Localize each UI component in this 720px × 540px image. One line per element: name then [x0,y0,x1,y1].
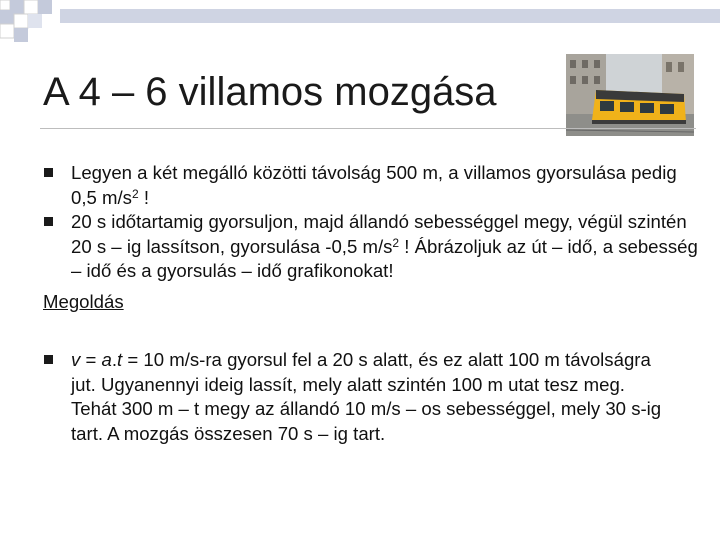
var-v: v [71,349,81,370]
slide-title: A 4 – 6 villamos mozgása [43,70,497,114]
bullet-item-motion [71,210,701,284]
bullet-text: Legyen a két megálló közötti távolság 500 m, a villamos gyorsulása pedig 0,5 m/s [71,162,677,208]
bullet-text-end: ! Ábrázoljuk az út – idő, a sebesség – idő és a gyorsulás – idő grafikonokat! [71,235,698,281]
square-bullet-icon [44,217,53,226]
equals: = [80,349,102,370]
solution-heading: Megoldás [43,291,124,312]
superscript: 2 [131,186,139,201]
superscript: 2 [392,235,400,250]
tram-photo [566,54,694,136]
square-bullet-icon [44,168,53,177]
solution-body: = 10 m/s-ra gyorsul fel a 20 s alatt, és ez alatt 100 m távolságra jut. Ugyanennyi ideig lassít, mely alatt szintén 100 m utat tesz meg. Tehát 300 m – t megy az állandó 10 m/s – os sebességgel, mely 30 s-ig tart. A mozgás összesen 70 s – ig tart. [71,349,662,444]
var-t: t [117,349,123,370]
bullet-text: 20 s időtartamig gyorsuljon, majd állandó sebességgel megy, végül szintén 20 s – ig lassítson, gyorsulása -0,5 m/s [71,211,687,257]
bullet-text-end: ! [138,186,149,208]
var-a: a [101,349,112,370]
corner-decoration [0,0,720,42]
square-bullet-icon [44,355,53,364]
title-divider [40,128,696,129]
dot: . [111,349,118,370]
solution-text [71,348,671,446]
bullet-item-distance [71,161,701,210]
